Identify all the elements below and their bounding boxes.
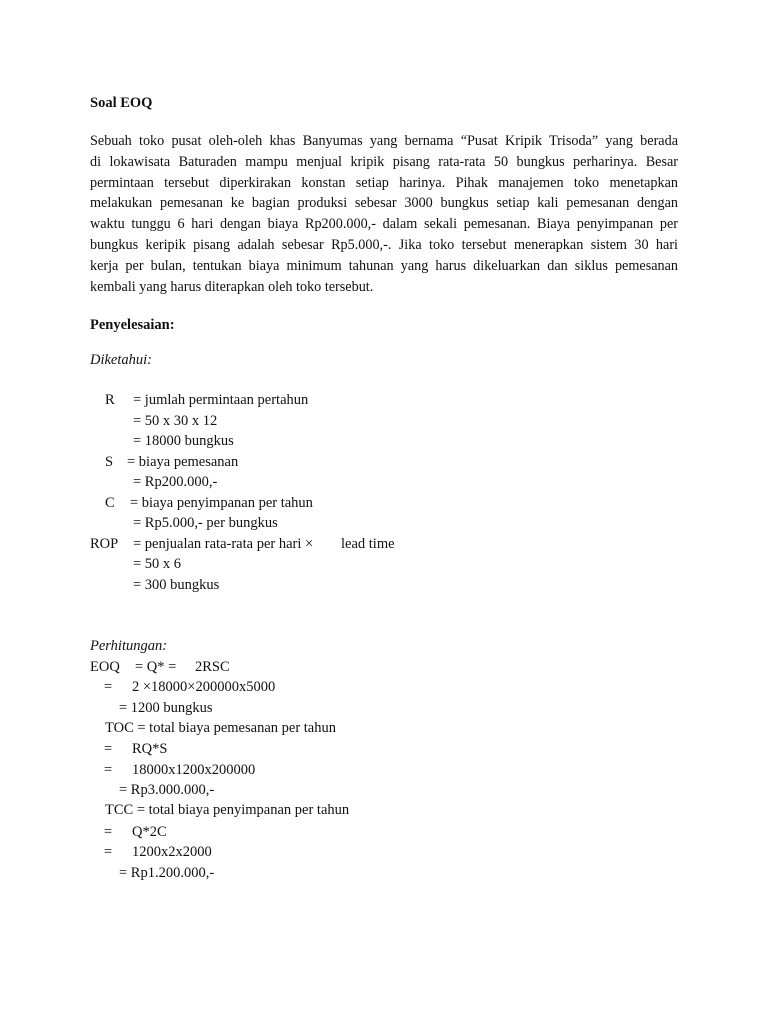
eoq-formula: 2RSC <box>195 659 230 675</box>
toc-result: = Rp3.000.000,- <box>119 782 215 798</box>
rop-definition: = penjualan rata-rata per hari × <box>133 536 314 552</box>
tcc-result: = Rp1.200.000,- <box>119 865 215 881</box>
toc-equals-1: = <box>104 741 113 757</box>
s-value: = Rp200.000,- <box>133 474 218 490</box>
problem-line: di lokawisata Baturaden mampu menjual kripik pisang rata-rata 50 bungkus perharinya. Besar <box>90 153 678 170</box>
problem-line: permintaan tersebut diperkirakan konstan setiap harinya. Pihak manajemen toko menetapkan <box>90 174 678 191</box>
r-value: = 18000 bungkus <box>133 433 234 449</box>
tcc-substitution: 1200x2x2000 <box>132 844 212 860</box>
rop-lead-time: lead time <box>341 536 395 552</box>
problem-line: waktu tunggu 6 hari dengan biaya Rp200.000,- dalam sekali pemesanan. Biaya penyimpanan per <box>90 216 678 233</box>
document-title: Soal EOQ <box>90 95 153 111</box>
c-value: = Rp5.000,- per bungkus <box>133 515 278 531</box>
problem-line: melakukan pemesanan ke bagian produksi sebesar 3000 bungkus setiap kali pemesanan dengan <box>90 195 678 212</box>
calc-label: Perhitungan: <box>90 638 168 654</box>
r-definition: = jumlah permintaan pertahun <box>133 392 309 408</box>
eoq-result: = 1200 bungkus <box>119 700 213 716</box>
problem-line: Sebuah toko pusat oleh-oleh khas Banyumas yang bernama “Pusat Kripik Trisoda” yang berada <box>90 133 678 149</box>
tcc-definition: TCC = total biaya penyimpanan per tahun <box>105 802 350 818</box>
problem-line: kerja per bulan, tentukan biaya minimum tahunan yang harus dikeluarkan dan siklus pemesanan <box>90 257 678 274</box>
tcc-equals-2: = <box>104 844 113 860</box>
tcc-formula: Q*2C <box>132 824 167 840</box>
tcc-equals-1: = <box>104 824 113 840</box>
s-definition: = biaya pemesanan <box>127 454 239 470</box>
eoq-symbol: EOQ <box>90 659 120 675</box>
solution-heading: Penyelesaian: <box>90 317 175 333</box>
toc-equals-2: = <box>104 762 113 778</box>
problem-line: kembali yang harus diterapkan oleh toko tersebut. <box>90 278 374 295</box>
r-symbol: R <box>105 392 115 408</box>
problem-paragraph <box>90 131 678 297</box>
toc-substitution: 18000x1200x200000 <box>132 762 256 778</box>
s-symbol: S <box>105 454 114 470</box>
toc-definition: TOC = total biaya pemesanan per tahun <box>105 720 336 736</box>
problem-line: bungkus keripik pisang adalah sebesar Rp5.000,-. Jika toko tersebut menerapkan sistem 30 hari <box>90 236 678 253</box>
eoq-substitution: 2 ×18000×200000x5000 <box>132 679 276 695</box>
c-symbol: C <box>105 495 115 511</box>
r-calculation: = 50 x 30 x 12 <box>133 413 218 429</box>
known-label: Diketahui: <box>90 352 153 368</box>
rop-calculation: = 50 x 6 <box>133 556 182 572</box>
rop-value: = 300 bungkus <box>133 577 220 593</box>
c-definition: = biaya penyimpanan per tahun <box>130 495 313 511</box>
rop-symbol: ROP <box>90 536 119 552</box>
eoq-equals: = Q* = <box>135 659 177 675</box>
toc-formula: RQ*S <box>132 741 168 757</box>
eoq-sub-equals: = <box>104 679 113 695</box>
